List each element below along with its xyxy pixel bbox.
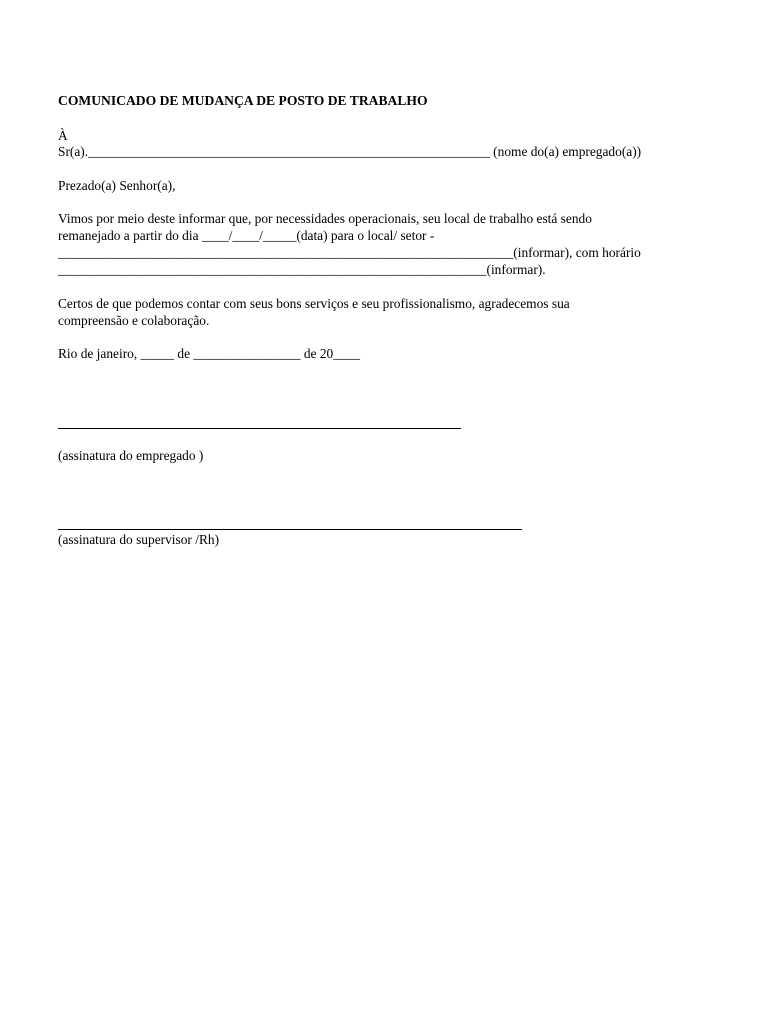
supervisor-signature-rule xyxy=(58,529,522,530)
supervisor-signature-label: (assinatura do supervisor /Rh) xyxy=(58,532,220,547)
employee-signature-rule xyxy=(58,428,461,429)
body-line-3: ____________________________________________________________________(informar), com horário xyxy=(58,245,641,260)
document-title: COMUNICADO DE MUDANÇA DE POSTO DE TRABALHO xyxy=(58,93,428,108)
body-line-4: ________________________________________________________________(informar). xyxy=(58,262,546,277)
recipient-line: Sr(a).____________________________________________________________ (nome do(a) empregado(a)) xyxy=(58,144,642,159)
closing-line-2: compreensão e colaboração. xyxy=(58,313,210,328)
closing-line-1: Certos de que podemos contar com seus bons serviços e seu profissionalismo, agradecemos sua xyxy=(58,296,570,311)
place-date-line: Rio de janeiro, _____ de ________________ de 20____ xyxy=(58,346,360,361)
body-line-2: remanejado a partir do dia ____/____/_____(data) para o local/ setor - xyxy=(58,228,435,243)
employee-signature-label: (assinatura do empregado ) xyxy=(58,448,204,463)
body-line-1: Vimos por meio deste informar que, por necessidades operacionais, seu local de trabalho está sendo xyxy=(58,211,592,226)
greeting: Prezado(a) Senhor(a), xyxy=(58,178,176,193)
address-to: À xyxy=(58,128,68,143)
